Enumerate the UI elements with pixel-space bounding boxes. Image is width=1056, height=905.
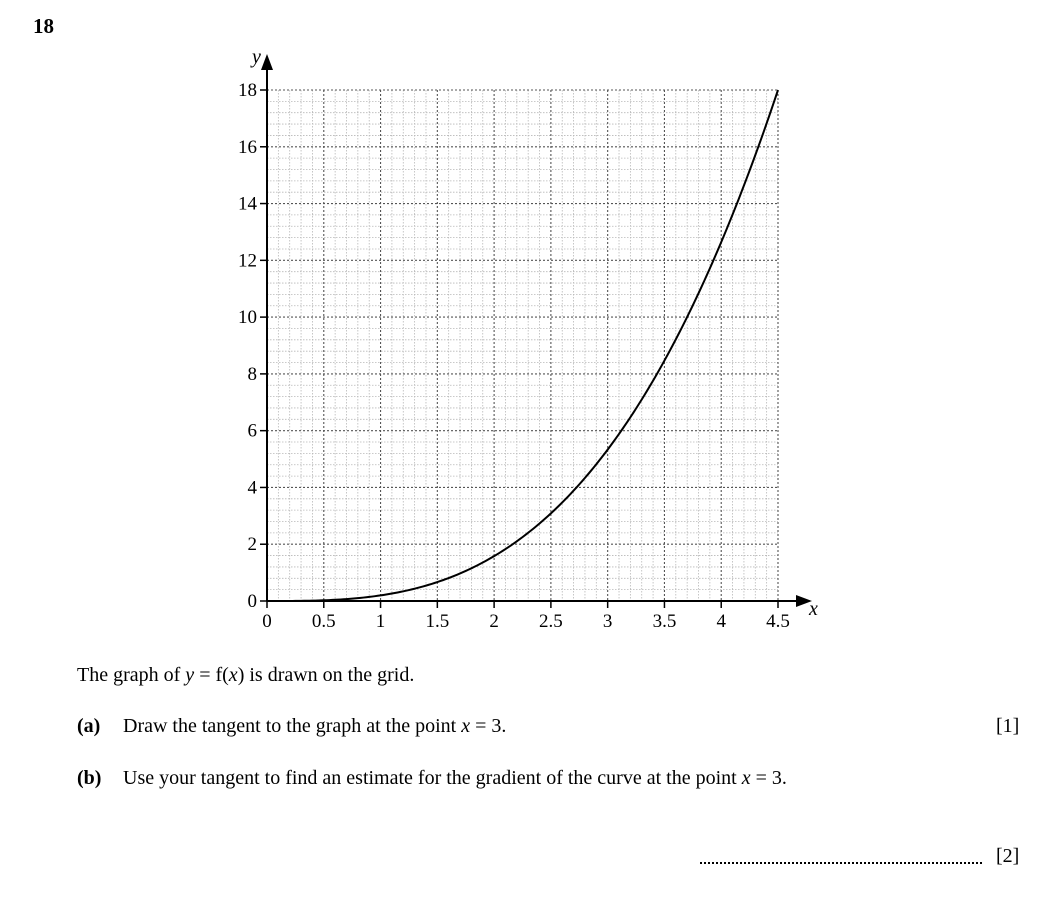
- x-tick-label: 3.5: [652, 611, 677, 632]
- x-tick-label: 1: [375, 611, 386, 632]
- x-tick-label: 2.5: [539, 611, 563, 632]
- x-tick-label: 4.5: [766, 611, 790, 632]
- x-tick-label: 3: [602, 611, 613, 632]
- y-tick-label: 6: [247, 420, 257, 442]
- y-tick-label: 10: [238, 307, 257, 329]
- axes: [261, 54, 812, 607]
- x-axis-label: x: [809, 598, 818, 620]
- y-tick-label: 2: [247, 534, 257, 556]
- x-tick-label: 2: [489, 611, 499, 632]
- part-b-marks: [2]: [996, 845, 1020, 867]
- part-a-marks: [1]: [996, 715, 1020, 737]
- part-a-label: (a): [77, 715, 101, 737]
- y-tick-label: 16: [238, 136, 257, 158]
- axis-ticks: [238, 80, 790, 632]
- y-axis-label: y: [252, 46, 261, 68]
- x-tick-label: 0.5: [311, 611, 336, 632]
- part-b-label: (b): [77, 767, 102, 789]
- x-tick-label: 0: [262, 611, 272, 632]
- y-tick-label: 18: [238, 80, 257, 101]
- y-tick-label: 0: [247, 591, 257, 612]
- y-tick-label: 8: [247, 363, 257, 385]
- grid-minor-lines: [267, 90, 778, 601]
- y-axis-arrow: [261, 54, 273, 70]
- y-tick-label: 12: [238, 250, 257, 272]
- y-tick-label: 14: [238, 193, 257, 215]
- grid-major-lines: [267, 90, 778, 601]
- question-number: 18: [33, 14, 54, 38]
- curve-line: [267, 90, 778, 601]
- answer-line[interactable]: [700, 862, 982, 864]
- y-tick-label: 4: [247, 477, 257, 499]
- part-a-text: (a) Draw the tangent to the graph at the point x = 3.: [77, 715, 507, 737]
- x-tick-label: 4: [716, 611, 726, 632]
- intro-text: The graph of y = f(x) is drawn on the grid.: [77, 664, 415, 686]
- x-tick-label: 1.5: [425, 611, 450, 632]
- part-b-text: (b) Use your tangent to find an estimate for the gradient of the curve at the point x = 3.: [77, 767, 787, 789]
